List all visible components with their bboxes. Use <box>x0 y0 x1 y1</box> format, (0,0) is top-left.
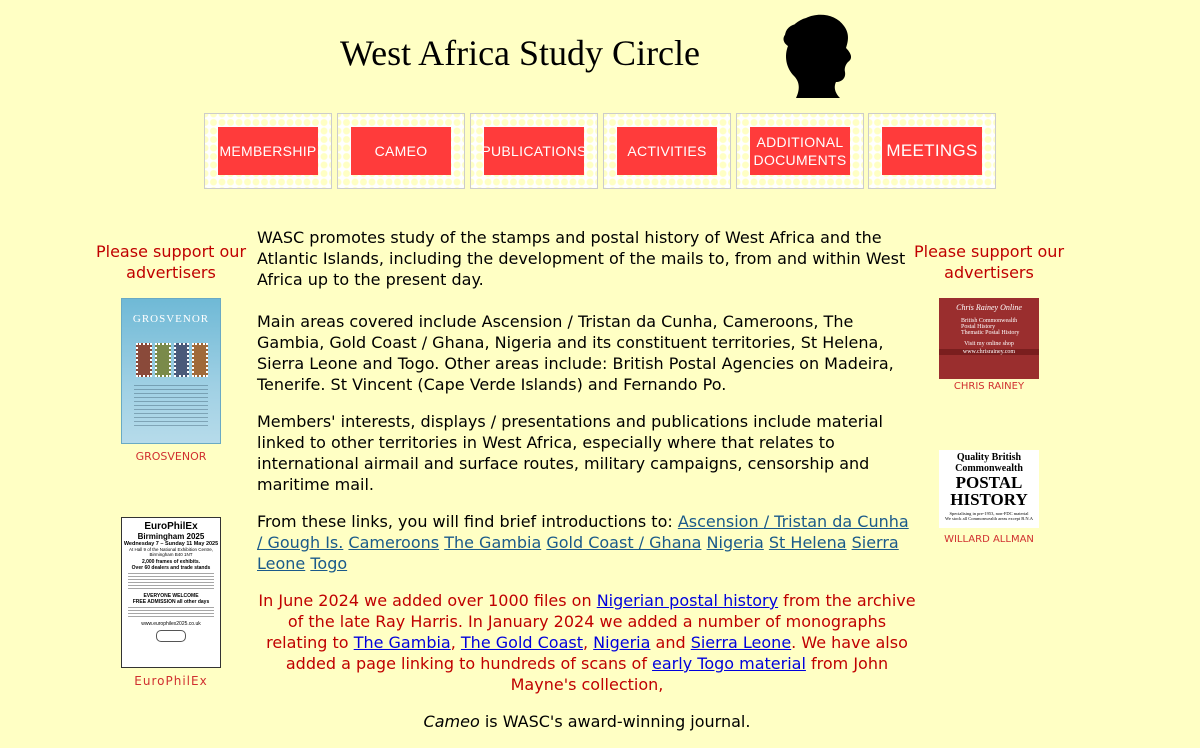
right-support-text: Please support our advertisers <box>913 242 1065 282</box>
cameo-journal-name: Cameo <box>423 712 480 731</box>
europhilex-ad[interactable] <box>121 517 221 668</box>
willard-allman-caption[interactable]: WILLARD ALLMAN <box>944 534 1034 545</box>
europhilex-ad-url: www.europhilex2025.co.uk <box>141 621 201 627</box>
grosvenor-fine-print <box>134 385 208 429</box>
allman-ad-line-3: POSTAL <box>955 473 1023 492</box>
allman-ad-fine-2: We stock all Commonwealth areas except B.N.A <box>944 516 1034 521</box>
europhilex-ad-fine-print-2 <box>128 607 214 619</box>
nav-stamp-cameo[interactable] <box>337 113 465 189</box>
europhilex-ad-title: EuroPhilEx <box>144 521 198 532</box>
links-paragraph <box>257 511 917 574</box>
europhilex-ad-venue: At Hall 9 of the National Exhibition Centre, <box>128 547 214 552</box>
allman-ad-fine-1: Specialising in pre-1953, non-FDC material <box>949 511 1029 516</box>
link-gold-coast[interactable]: Gold Coast / Ghana <box>546 533 702 552</box>
europhilex-ad-welcome: EVERYONE WELCOME <box>143 593 199 599</box>
link-nigerian-postal-history[interactable]: Nigerian postal history <box>596 591 779 610</box>
rainey-ad-url: www.chrisrainey.com <box>939 349 1039 355</box>
link-cameroons[interactable]: Cameroons <box>348 533 440 552</box>
rainey-ad-line-1: British Commonwealth <box>961 318 1018 324</box>
rainey-ad-line-3: Thematic Postal History <box>961 330 1020 336</box>
queen-silhouette-icon <box>776 12 856 102</box>
link-ascension[interactable]: Ascension / Tristan da Cunha / Gough Is. <box>257 512 909 552</box>
cameo-line-text: is WASC's award-winning journal. <box>479 712 751 731</box>
europhilex-ad-city: Birmingham 2025 <box>137 532 205 541</box>
nav-stamp-meetings[interactable] <box>868 113 996 189</box>
link-monograph-gambia[interactable]: The Gambia <box>353 633 451 652</box>
europhilex-ad-dates: Wednesday 7 – Sunday 11 May 2025 <box>123 541 219 547</box>
news-text-6: . We have also added a page linking to hundreds of scans of <box>285 633 908 673</box>
nav-stamp-membership[interactable] <box>204 113 332 189</box>
news-text-1: In June 2024 we added over 1000 files on <box>258 591 597 610</box>
chris-rainey-caption[interactable]: CHRIS RAINEY <box>953 381 1025 392</box>
allman-ad-line-2: Commonwealth <box>955 463 1023 474</box>
news-text-2: from the archive of the late Ray Harris. In January 2024 we added a number of monographs relating to <box>266 591 916 652</box>
grosvenor-caption[interactable]: GROSVENOR <box>135 450 207 463</box>
news-paragraph <box>257 590 917 695</box>
news-text-4: , <box>583 633 594 652</box>
europhilex-ad-frames: 2,000 frames of exhibits. <box>141 559 201 565</box>
link-st-helena[interactable]: St Helena <box>768 533 847 552</box>
nav-stamp-additional-documents[interactable] <box>736 113 864 189</box>
news-text-7: from John Mayne's collection, <box>510 654 889 694</box>
nav-membership-button[interactable]: MEMBERSHIP <box>218 127 318 175</box>
link-monograph-sierra-leone[interactable]: Sierra Leone <box>690 633 792 652</box>
willard-allman-ad[interactable] <box>939 450 1039 528</box>
europhilex-ad-admission: FREE ADMISSION all other days <box>132 599 210 605</box>
cameo-line <box>257 711 917 732</box>
rainey-ad-title: Chris Rainey Online <box>956 303 1022 312</box>
nav-meetings-button[interactable]: MEETINGS <box>882 127 982 175</box>
news-text-3: , <box>450 633 461 652</box>
nav-stamp-publications[interactable] <box>470 113 598 189</box>
chris-rainey-ad[interactable] <box>939 298 1039 379</box>
europhilex-ad-dealers: Over 60 dealers and trade stands <box>131 565 211 571</box>
nav-additional-documents-button[interactable]: ADDITIONAL DOCUMENTS <box>750 127 850 175</box>
europhilex-ad-fine-print <box>128 573 214 591</box>
page-title: West Africa Study Circle <box>340 33 701 73</box>
main-content <box>257 227 917 748</box>
nav-activities-button[interactable]: ACTIVITIES <box>617 127 717 175</box>
news-text-5: and <box>650 633 691 652</box>
nav-publications-button[interactable]: PUBLICATIONS <box>484 127 584 175</box>
nav-stamp-activities[interactable] <box>603 113 731 189</box>
grosvenor-ad[interactable] <box>121 298 221 444</box>
link-monograph-gold-coast[interactable]: The Gold Coast <box>460 633 583 652</box>
intro-paragraph: WASC promotes study of the stamps and postal history of West Africa and the Atlantic Islands, including the development of the mails to, from and within West Africa up to the present day. <box>257 228 906 289</box>
europhilex-ad-logos-icon <box>156 630 186 642</box>
link-nigeria[interactable]: Nigeria <box>706 533 764 552</box>
link-early-togo-material[interactable]: early Togo material <box>652 654 806 673</box>
grosvenor-stamps-image <box>136 343 208 377</box>
europhilex-caption[interactable]: EuroPhilEx <box>134 674 208 688</box>
areas-paragraph: Main areas covered include Ascension / Tristan da Cunha, Cameroons, The Gambia, Gold Coast / Ghana, Nigeria and its constituent territories, St Helena, Sierra Leone and Togo. Other areas include: British Postal Agencies on Madeira, Tenerife. St Vincent (Cape Verde Islands) and Fernando Po. <box>257 312 894 394</box>
rainey-ad-line-2: Postal History <box>961 324 996 330</box>
europhilex-ad-postcode: Birmingham B40 1NT <box>149 552 193 557</box>
link-gambia[interactable]: The Gambia <box>444 533 542 552</box>
link-togo[interactable]: Togo <box>310 554 348 573</box>
nav-cameo-button[interactable]: CAMEO <box>351 127 451 175</box>
allman-ad-line-1: Quality British <box>956 452 1022 463</box>
allman-ad-line-4: HISTORY <box>950 490 1028 509</box>
links-intro-text: From these links, you will find brief introductions to: <box>257 512 678 531</box>
interests-paragraph: Members' interests, displays / presentations and publications include material linked to other territories in West Africa, especially where that relates to international airmail and surface routes, military campaigns, censorship and maritime mail. <box>257 412 883 494</box>
grosvenor-brand: GROSVENOR <box>132 313 210 325</box>
left-support-text: Please support our advertisers <box>95 242 247 282</box>
link-monograph-nigeria[interactable]: Nigeria <box>593 633 651 652</box>
rainey-ad-line-4: Visit my online shop <box>964 341 1014 347</box>
link-sierra-leone[interactable]: Sierra Leone <box>257 533 899 573</box>
